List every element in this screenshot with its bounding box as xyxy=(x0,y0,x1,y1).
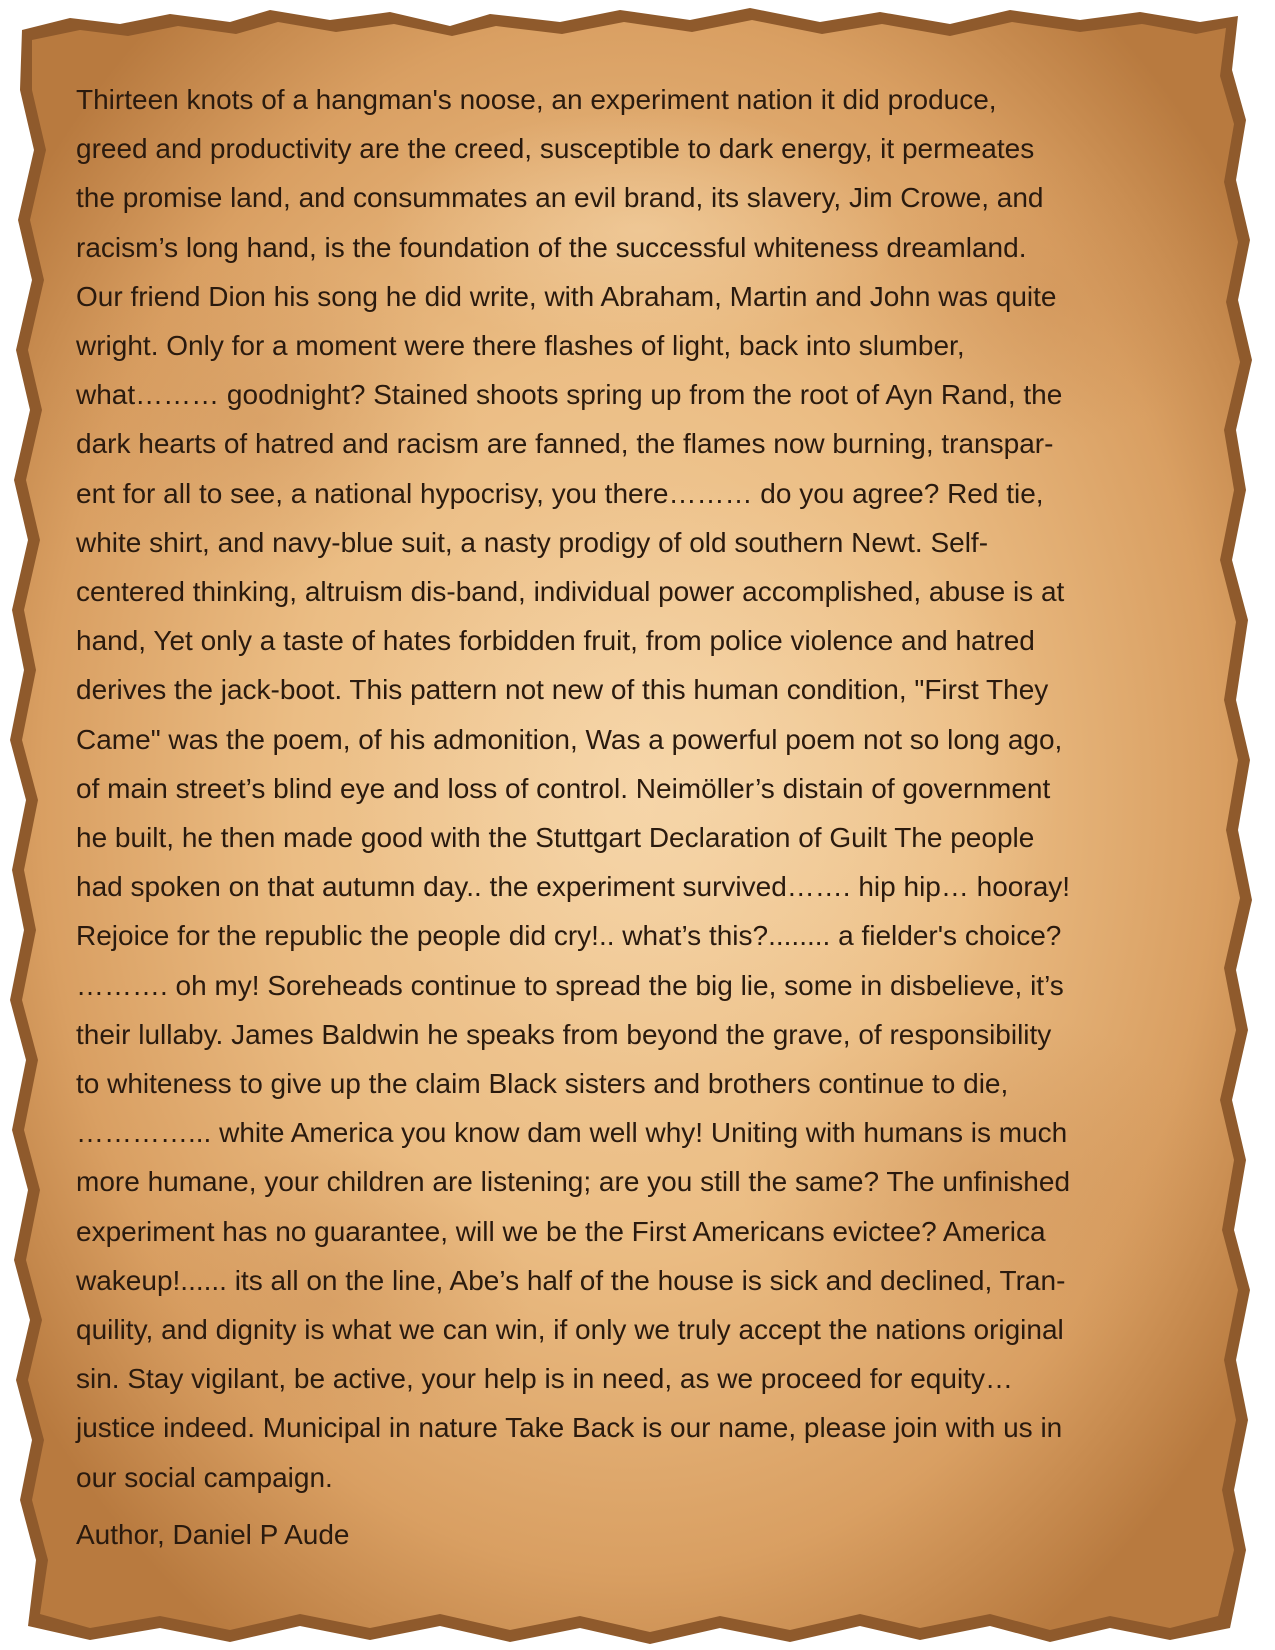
poem-line: Thirteen knots of a hangman's noose, an experiment nation it did produce, xyxy=(76,84,997,115)
poem-line: the promise land, and consummates an evil brand, its slavery, Jim Crowe, and xyxy=(76,182,1044,214)
poem-line: hand, Yet only a taste of hates forbidden fruit, from police violence and hatred xyxy=(76,625,1035,657)
poem-line: ………. oh my! Soreheads continue to spread the big lie, some in disbelieve, it’s xyxy=(76,969,1064,1001)
poem-line: what……… goodnight? Stained shoots spring up from the root of Ayn Rand, the xyxy=(76,379,1063,411)
poem-line: …………... white America you know dam well why! Uniting with humans is much xyxy=(76,1117,1068,1149)
author-credit: Author, Daniel P Aude xyxy=(76,1519,350,1550)
poem-line: our social campaign. xyxy=(76,1461,333,1493)
poem-line: experiment has no guarantee, will we be the First Americans evictee? America xyxy=(76,1215,1046,1247)
poem-line: white shirt, and navy-blue suit, a nasty prodigy of old southern Newt. Self- xyxy=(76,526,989,558)
poem-line: ent for all to see, a national hypocrisy, you there……… do you agree? Red tie, xyxy=(76,477,1044,509)
poem-text xyxy=(76,75,1206,1502)
poem-line: of main street’s blind eye and loss of control. Neimöller’s distain of government xyxy=(76,772,1051,804)
poem-line: their lullaby. James Baldwin he speaks from beyond the grave, of responsibility xyxy=(76,1018,1052,1050)
poem-line: he built, he then made good with the Stuttgart Declaration of Guilt The people xyxy=(76,822,1035,854)
poem-line: greed and productivity are the creed, susceptible to dark energy, it permeates xyxy=(76,133,1035,165)
poem-line: Rejoice for the republic the people did cry!.. what’s this?........ a fielder's choice? xyxy=(76,920,1062,952)
poem-line: racism’s long hand, is the foundation of the successful whiteness dreamland. xyxy=(76,231,1027,263)
poem-line: to whiteness to give up the claim Black sisters and brothers continue to die, xyxy=(76,1068,1009,1100)
poem-line: wright. Only for a moment were there flashes of light, back into slumber, xyxy=(76,330,965,362)
poem-line: Came" was the poem, of his admonition, Was a powerful poem not so long ago, xyxy=(76,723,1063,755)
poem-line: had spoken on that autumn day.. the experiment survived……. hip hip… hooray! xyxy=(76,871,1071,903)
poem-line: derives the jack-boot. This pattern not new of this human condition, "First They xyxy=(76,674,1049,706)
poem-line: more humane, your children are listening; are you still the same? The unfinished xyxy=(76,1166,1071,1198)
poem-line: justice indeed. Municipal in nature Take Back is our name, please join with us in xyxy=(76,1412,1063,1444)
poem-line: wakeup!...... its all on the line, Abe’s half of the house is sick and declined, Tran- xyxy=(76,1264,1066,1296)
poem-line: Our friend Dion his song he did write, with Abraham, Martin and John was quite xyxy=(76,280,1057,312)
poem-line: centered thinking, altruism dis-band, individual power accomplished, abuse is at xyxy=(76,576,1065,608)
poem-line: quility, and dignity is what we can win, if only we truly accept the nations original xyxy=(76,1314,1064,1346)
poem-line: dark hearts of hatred and racism are fanned, the flames now burning, transpar- xyxy=(76,428,1054,460)
poem-line: sin. Stay vigilant, be active, your help is in need, as we proceed for equity… xyxy=(76,1363,1013,1395)
